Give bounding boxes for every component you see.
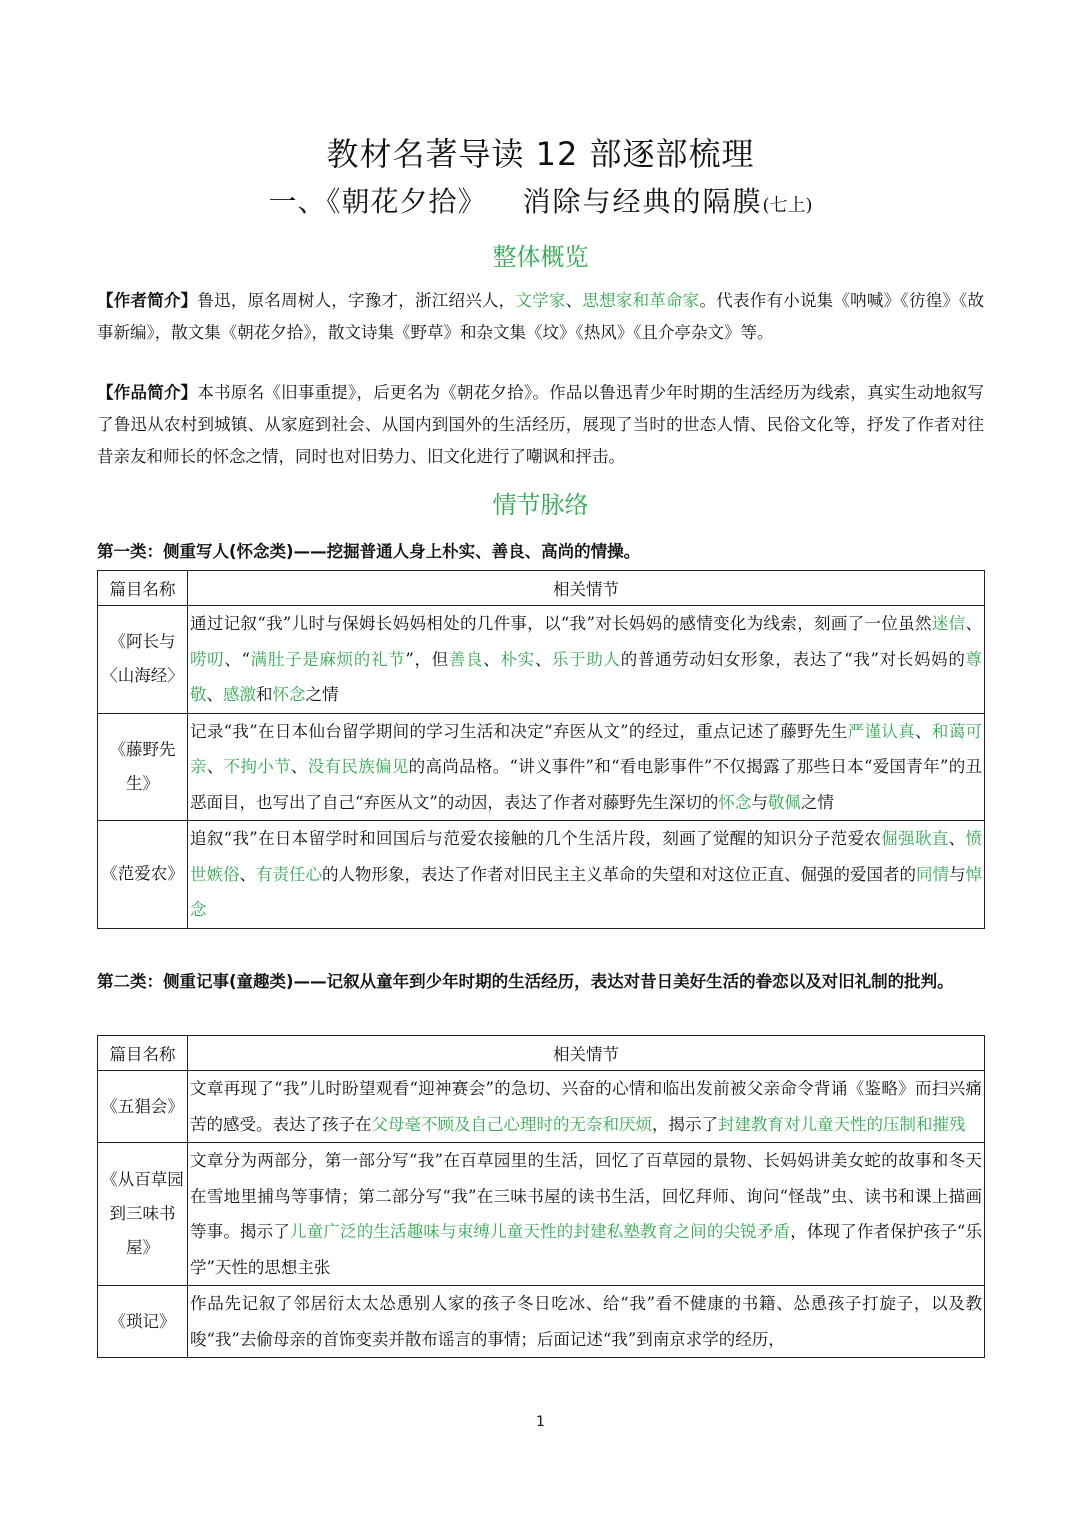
- subtitle-grade: (七上): [762, 195, 813, 216]
- overview-heading: 整体概览: [492, 243, 589, 271]
- table-row: [98, 606, 985, 714]
- table-row: [98, 1143, 985, 1286]
- document-title: 教材名著导读 12 部逐部梳理: [326, 135, 755, 173]
- work-intro-label: 【作品简介】: [97, 383, 198, 402]
- chapter-plot: 追叙“我”在日本留学时和回国后与范爱农接触的几个生活片段，刻画了觉醒的知识分子范爱农倔强耿直、愤世嫉俗、有责任心的人物形象，表达了作者对旧民主主义革命的失望和对这位正直、倔强的爱国者的同情与悼念: [188, 821, 985, 929]
- plot-heading: 情节脉络: [492, 491, 589, 519]
- chapter-name: 《五猖会》: [98, 1071, 188, 1143]
- chapter-plot: 文章分为两部分，第一部分写“我”在百草园里的生活，回忆了百草园的景物、长妈妈讲美女蛇的故事和冬天在雪地里捕鸟等事情；第二部分写“我”在三味书屋的读书生活，回忆拜师、询问“怪哉”虫、读书和课上描画等事。揭示了儿童广泛的生活趣味与束缚儿童天性的封建私塾教育之间的尖锐矛盾，体现了作者保护孩子“乐学”天性的思想主张: [188, 1143, 985, 1286]
- category-two-heading: 第二类：侧重记事(童趣类)——记叙从童年到少年时期的生活经历，表达对昔日美好生活的眷恋以及对旧礼制的批判。: [97, 972, 954, 991]
- chapter-plot: 文章再现了“我”儿时盼望观看“迎神赛会”的急切、兴奋的心情和临出发前被父亲命令背诵《鉴略》而扫兴痛苦的感受。表达了孩子在父母毫不顾及自己心理时的无奈和厌烦，揭示了封建教育对儿童天性的压制和摧残: [188, 1071, 985, 1143]
- work-intro: 【作品简介】本书原名《旧事重提》，后更名为《朝花夕拾》。作品以鲁迅青少年时期的生活经历为线索，真实生动地叙写了鲁迅从农村到城镇、从家庭到社会、从国内到国外的生活经历，展现了当时的世态人情、民俗文化等，抒发了作者对往昔亲友和师长的怀念之情，同时也对旧势力、旧文化进行了嘲讽和抨击。: [97, 383, 985, 466]
- table-row: [98, 1286, 985, 1358]
- chapter-plot: 作品先记叙了邻居衍太太怂恿别人家的孩子冬日吃冰、给“我”看不健康的书籍、怂恿孩子打旋子，以及教唆“我”去偷母亲的首饰变卖并散布谣言的事情；后面记述“我”到南京求学的经历，: [188, 1286, 985, 1358]
- chapter-plot: 记录“我”在日本仙台留学期间的学习生活和决定“弃医从文”的经过，重点记述了藤野先生严谨认真、和蔼可亲、不拘小节、没有民族偏见的高尚品格。“讲义事件”和“看电影事件”不仅揭露了那些日本“爱国青年”的丑恶面目，也写出了自己“弃医从文”的动因，表达了作者对藤野先生深切的怀念与敬佩之情: [188, 713, 985, 821]
- table-row: [98, 713, 985, 821]
- column-header-plot: 相关情节: [188, 1036, 985, 1071]
- subtitle-book-name: 一、《朝花夕拾》: [268, 185, 487, 218]
- table-header-row: [98, 1036, 985, 1071]
- table-row: [98, 1071, 985, 1143]
- chapter-name: 《范爱农》: [98, 821, 188, 929]
- author-intro-label: 【作者简介】: [97, 291, 198, 310]
- category-one-table: [97, 570, 985, 929]
- column-header-plot: 相关情节: [188, 571, 985, 606]
- column-header-title: 篇目名称: [98, 1036, 188, 1071]
- column-header-title: 篇目名称: [98, 571, 188, 606]
- chapter-name: 《阿长与〈山海经〉: [98, 606, 188, 714]
- page-number: 1: [536, 1414, 545, 1430]
- chapter-name: 《从百草园到三味书屋》: [98, 1143, 188, 1286]
- category-two-table: [97, 1035, 985, 1358]
- table-header-row: [98, 571, 985, 606]
- chapter-plot: 通过记叙“我”儿时与保姆长妈妈相处的几件事，以“我”对长妈妈的感情变化为线索，刻画了一位虽然迷信、唠叨、“满肚子是麻烦的礼节”，但善良、朴实、乐于助人的普通劳动妇女形象，表达了“我”对长妈妈的尊敬、感激和怀念之情: [188, 606, 985, 714]
- chapter-subtitle: [97, 182, 984, 226]
- chapter-name: 《琐记》: [98, 1286, 188, 1358]
- subtitle-tagline: 消除与经典的隔膜: [522, 185, 763, 218]
- chapter-name: 《藤野先生》: [98, 713, 188, 821]
- author-intro: 【作者简介】鲁迅，原名周树人，字豫才，浙江绍兴人，文学家、思想家和革命家。代表作有小说集《呐喊》《彷徨》《故事新编》，散文集《朝花夕拾》，散文诗集《野草》和杂文集《坟》《热风》《且介亭杂文》等。: [97, 291, 985, 342]
- table-row: [98, 821, 985, 929]
- category-one-heading: 第一类：侧重写人(怀念类)——挖掘普通人身上朴实、善良、高尚的情操。: [97, 542, 641, 561]
